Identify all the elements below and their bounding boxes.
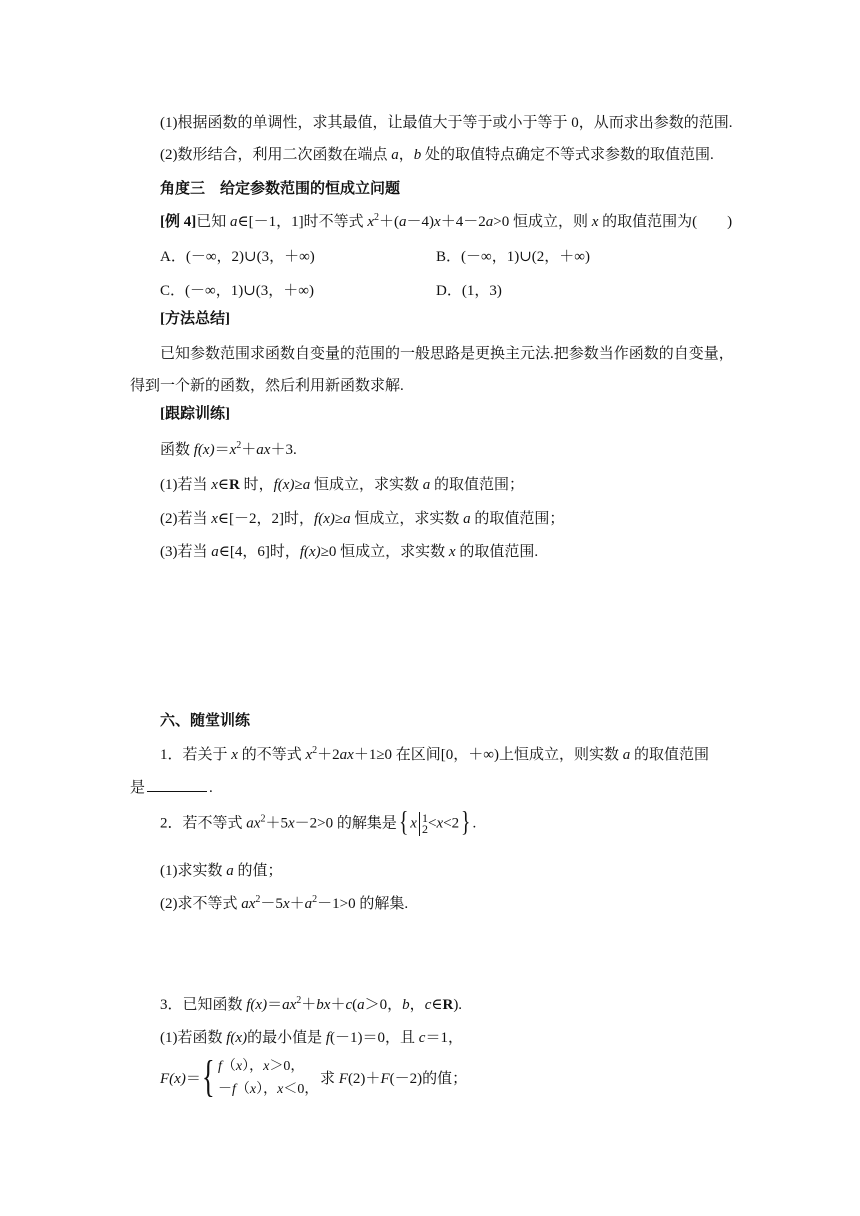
text: －1>0 的解集. (317, 896, 409, 912)
var: c (345, 997, 353, 1013)
var: x (263, 1059, 270, 1074)
heading-text: 角度三 给定参数范围的恒成立问题 (160, 181, 401, 197)
text: (3)若当 (160, 544, 212, 560)
text: 恒成立，求实数 (310, 477, 423, 493)
var: a (226, 863, 234, 879)
text: 已知参数范围求函数自变量的范围的一般思路是更换主元法.把参数当作函数的自变量， (160, 346, 734, 362)
text: (－1)＝0，且 (330, 1030, 419, 1046)
heading-text: 六、随堂训练 (160, 713, 251, 729)
tracking-question-1 (160, 476, 524, 494)
text: ， (409, 997, 425, 1013)
var: x (347, 747, 354, 763)
question-3-sub-1 (160, 1029, 463, 1047)
var: a (422, 477, 431, 493)
var: a (485, 214, 494, 230)
var: F(x) (160, 1071, 186, 1087)
text: (2)＋ (347, 1071, 381, 1087)
text: 的最小值是 (247, 1030, 326, 1046)
text: ）， (242, 1059, 264, 1074)
text: 2．若不等式 (160, 815, 247, 832)
tag-text: [跟踪训练] (160, 406, 230, 422)
text: <2 (443, 815, 460, 832)
tracking-question-3 (160, 543, 538, 561)
var: x (263, 442, 271, 458)
text: 处的取值特点确定不等式求参数的取值范围. (421, 147, 714, 163)
var: a (622, 747, 631, 763)
var: f(x) (299, 544, 321, 560)
var: x (289, 997, 297, 1013)
text: ， (398, 147, 414, 163)
var: b (413, 147, 422, 163)
tag-text: [方法总结] (160, 311, 230, 327)
text: ≥ (334, 511, 344, 527)
left-brace: { (398, 807, 409, 839)
var: R (442, 997, 454, 1013)
answer-blank[interactable] (147, 779, 207, 792)
text: （ (235, 1082, 250, 1097)
text: －4) (406, 214, 435, 230)
text: 的取值范围为( ) (598, 214, 733, 230)
var: x (287, 815, 295, 832)
var: x (591, 214, 599, 230)
var: x (248, 896, 256, 912)
text: ≥0 恒成立，求实数 (320, 544, 449, 560)
option-text: B．(－∞，1)∪(2，＋∞) (436, 249, 590, 265)
text: ( (352, 997, 358, 1013)
text: 恒成立，求实数 (350, 511, 464, 527)
option-a[interactable] (160, 248, 315, 266)
text: 的取值范围. (455, 544, 539, 560)
text: 3．已知函数 (160, 997, 247, 1013)
section-heading-6 (160, 712, 250, 730)
text: (2)若当 (160, 511, 212, 527)
question-2: 2．若不等式 $ax^2+5x-2>0$ 的解集是{ x 1 2 <x<2} . (160, 807, 477, 839)
option-text: C．(－∞，1)∪(3，＋∞) (160, 283, 314, 299)
option-d[interactable] (436, 282, 502, 300)
text: （ (221, 1059, 236, 1074)
var: x (229, 442, 237, 458)
var: R (229, 477, 240, 493)
text: ∈[4，6]时， (218, 544, 300, 560)
var: x (253, 815, 261, 832)
question-2-sub-2: (2)求不等式 $ax^2-5x+a^2-1>0$ 的解集. (160, 894, 409, 912)
text: ＋3. (270, 442, 297, 458)
var: a (357, 997, 365, 1013)
text: ＋4－2 (440, 214, 486, 230)
text: ＋ (330, 997, 346, 1013)
example-tag: [例 4] (160, 214, 197, 230)
question-3: 3．已知函数 $f(x)=ax^2+bx+c(a>0$，b，c∈R). (160, 995, 463, 1013)
text: 已知 (196, 214, 231, 230)
piecewise-function (160, 1052, 480, 1102)
var: a (463, 511, 471, 527)
var: f (325, 1030, 331, 1046)
text-line-2 (160, 146, 714, 164)
text: ＋1≥0 在区间[0，＋∞)上恒成立，则实数 (353, 747, 623, 763)
var: x (282, 896, 290, 912)
var: a (211, 544, 219, 560)
text: 的取值范围 (630, 747, 709, 763)
var: b (316, 997, 324, 1013)
text: . (209, 780, 213, 796)
set-divider (419, 812, 420, 836)
var: x (323, 997, 331, 1013)
var: a (343, 511, 351, 527)
var: f(x) (246, 997, 268, 1013)
var: a (246, 815, 254, 832)
var: x (410, 815, 417, 832)
tracking-training-tag (160, 405, 230, 423)
var: x (211, 477, 218, 493)
text: . (472, 815, 477, 832)
text: ∈ (431, 997, 443, 1013)
right-brace: } (461, 807, 471, 839)
var: b (402, 997, 410, 1013)
option-b[interactable] (436, 248, 590, 266)
var: a (391, 147, 399, 163)
var: a (304, 896, 313, 912)
text: ＞0， (269, 1059, 305, 1074)
var: x (277, 1082, 284, 1097)
text: ＝1， (425, 1030, 463, 1046)
var: x (231, 747, 238, 763)
text: －2>0 的解集是 (294, 815, 397, 832)
var: F (380, 1071, 390, 1087)
numerator: 1 (421, 811, 428, 825)
text-line-1 (160, 114, 733, 132)
var: f(x) (273, 477, 295, 493)
text: ＋( (379, 214, 400, 230)
text: ≥ (294, 477, 303, 493)
text: ＞0， (364, 997, 403, 1013)
var: x (211, 511, 218, 527)
text: ＝ (214, 442, 230, 458)
text: ∈[－2，2]时， (217, 511, 315, 527)
function-definition: 函数 $f(x)=x^2+ax+3$. (160, 440, 297, 458)
var: f (232, 1082, 236, 1097)
var: f (218, 1059, 222, 1074)
section-heading-angle3 (160, 180, 400, 198)
text: 时， (239, 477, 274, 493)
var: x (448, 544, 456, 560)
text: (－2)的值； (389, 1071, 468, 1087)
var: f(x) (314, 511, 335, 527)
text: ＋ (301, 997, 317, 1013)
option-text: D．(1，3) (436, 283, 502, 299)
text: (1)若当 (160, 477, 212, 493)
text: 是 (130, 780, 146, 796)
text: (2)数形结合，利用二次函数在端点 (160, 147, 392, 163)
var: a (241, 896, 249, 912)
example-4: [例 4]已知 a∈[－1，1]时不等式 $x^2+(a-4)x+4-2a>0$ 恒成立，则 x 的取值范围为( ) (160, 212, 733, 230)
denominator: 2 (421, 822, 428, 836)
text: ∈[－1，1]时不等式 (237, 214, 368, 230)
var: x (434, 214, 441, 230)
text: ). (453, 997, 463, 1013)
text: ＋5 (265, 815, 288, 832)
var: f(x) (226, 1030, 248, 1046)
text: ＝ (267, 997, 283, 1013)
var: f(x) (193, 442, 215, 458)
var: a (256, 442, 264, 458)
var: c (418, 1030, 426, 1046)
text: ＜0， (283, 1082, 319, 1097)
text: < (427, 815, 437, 832)
text: (2)求不等式 (160, 896, 242, 912)
text: 求 (320, 1071, 339, 1087)
piecewise-brace: { (202, 1052, 215, 1101)
text: 的取值范围； (430, 477, 524, 493)
text: ）， (256, 1082, 278, 1097)
text: － (218, 1082, 232, 1097)
text: 函数 (160, 442, 194, 458)
text: 的取值范围； (470, 511, 565, 527)
method-summary-tag (160, 310, 230, 328)
method-summary-line-2 (130, 377, 404, 395)
option-text: A．(－∞，2)∪(3，＋∞) (160, 249, 315, 265)
text: (1)若函数 (160, 1030, 227, 1046)
text: ＋2 (317, 747, 340, 763)
var: c (424, 997, 432, 1013)
var: x (436, 815, 444, 832)
text: ∈ (217, 477, 230, 493)
piecewise-lhs (160, 1070, 201, 1088)
method-summary-line-1 (160, 345, 734, 363)
text: 1．若关于 (160, 747, 232, 763)
var: a (282, 997, 290, 1013)
var: a (230, 214, 238, 230)
text: ＋ (289, 896, 305, 912)
text: －5 (260, 896, 283, 912)
text: 的值； (233, 863, 283, 879)
question-2-sub-1 (160, 862, 283, 880)
text: ＋ (241, 442, 257, 458)
text: (1)根据函数的单调性，求其最值，让最值大于等于或小于等于 0，从而求出参数的范围. (160, 115, 733, 131)
var: x (249, 1082, 257, 1097)
question-1-line-1: 1．若关于 x 的不等式 $x^2+2ax+1\ge 0$ 在区间[0，＋∞)上恒成立，则实数 a 的取值范围 (160, 745, 709, 763)
tracking-question-2 (160, 510, 564, 528)
piecewise-case-2 (218, 1081, 318, 1099)
text: >0 恒成立，则 (493, 214, 592, 230)
var: x (235, 1059, 243, 1074)
option-c[interactable] (160, 282, 314, 300)
text: (1)求实数 (160, 863, 227, 879)
piecewise-question (320, 1070, 467, 1088)
var: x (367, 214, 375, 230)
text: ＝ (185, 1071, 201, 1087)
piecewise-case-1 (218, 1058, 304, 1076)
var: a (399, 214, 407, 230)
var: F (338, 1071, 348, 1087)
text: 的不等式 (237, 747, 306, 763)
text: 得到一个新的函数，然后利用新函数求解. (130, 378, 404, 394)
var: a (339, 747, 348, 763)
var: a (302, 477, 311, 493)
var: x (305, 747, 313, 763)
question-1-line-2 (130, 779, 213, 797)
